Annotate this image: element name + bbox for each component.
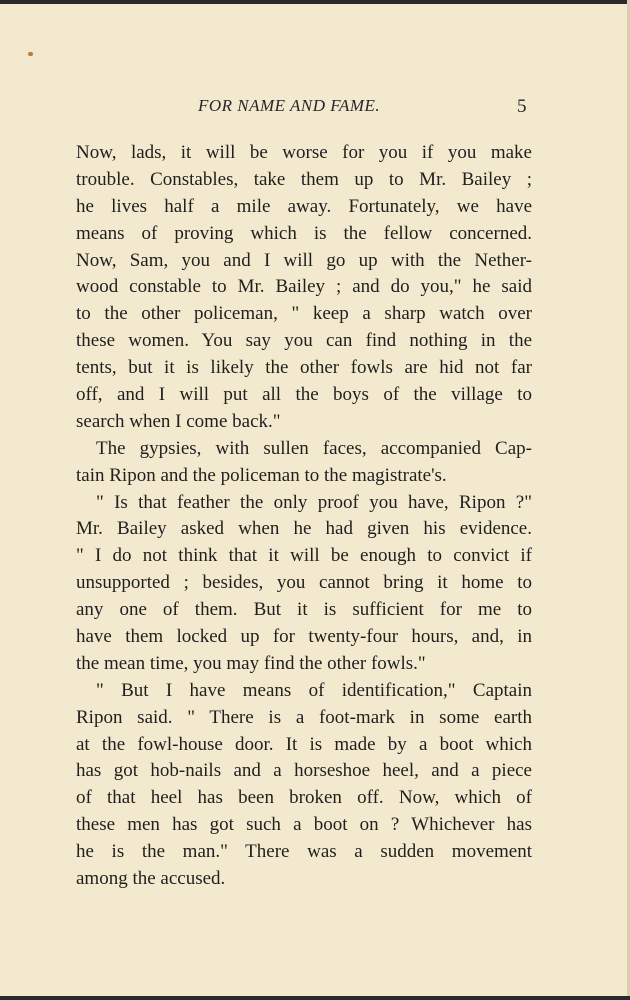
text-line: has got hob-nails and a horseshoe heel, and a piece <box>76 760 532 782</box>
text-line: have them locked up for twenty-four hours, and, in <box>76 626 532 648</box>
paper-speck <box>28 52 33 56</box>
text-line: off, and I will put all the boys of the village to <box>76 384 532 406</box>
text-line: tain Ripon and the policeman to the magistrate's. <box>76 464 447 486</box>
text-line: any one of them. But it is sufficient for me to <box>76 599 532 621</box>
text-line: " But I have means of identification," Captain <box>96 679 532 701</box>
text-line: the mean time, you may find the other fowls." <box>76 652 426 674</box>
text-line: to the other policeman, " keep a sharp watch over <box>76 303 532 325</box>
page-number: 5 <box>517 96 527 117</box>
running-header <box>0 96 630 120</box>
bottom-edge-rule <box>0 996 630 1000</box>
text-line: unsupported ; besides, you cannot bring it home to <box>76 572 532 594</box>
text-line: The gypsies, with sullen faces, accompanied Cap- <box>96 437 532 459</box>
text-line: Now, Sam, you and I will go up with the Nether- <box>76 249 532 271</box>
text-line: Now, lads, it will be worse for you if you make <box>76 142 532 163</box>
text-line: means of proving which is the fellow concerned. <box>76 222 532 244</box>
text-line: these men has got such a boot on ? Whichever has <box>76 814 532 836</box>
text-line: trouble. Constables, take them up to Mr. Bailey ; <box>76 168 532 190</box>
top-edge-rule <box>0 0 630 4</box>
text-line: among the accused. <box>76 868 226 890</box>
text-line: he is the man." There was a sudden movement <box>76 841 532 863</box>
text-line: " Is that feather the only proof you have, Ripon ?" <box>96 491 532 513</box>
text-line: wood constable to Mr. Bailey ; and do you," he said <box>76 276 532 298</box>
text-line: Ripon said. " There is a foot-mark in some earth <box>76 706 532 728</box>
text-line: tents, but it is likely the other fowls are hid not far <box>76 357 532 379</box>
text-line: " I do not think that it will be enough to convict if <box>76 545 532 567</box>
text-line: these women. You say you can find nothing in the <box>76 330 532 352</box>
text-line: at the fowl-house door. It is made by a boot which <box>76 733 532 755</box>
running-header-title: FOR NAME AND FAME. <box>198 96 381 115</box>
body-text <box>76 140 532 893</box>
text-line: Mr. Bailey asked when he had given his evidence. <box>76 518 532 540</box>
text-line: search when I come back." <box>76 410 281 432</box>
text-line: of that heel has been broken off. Now, which of <box>76 787 532 809</box>
text-line: he lives half a mile away. Fortunately, we have <box>76 195 532 217</box>
